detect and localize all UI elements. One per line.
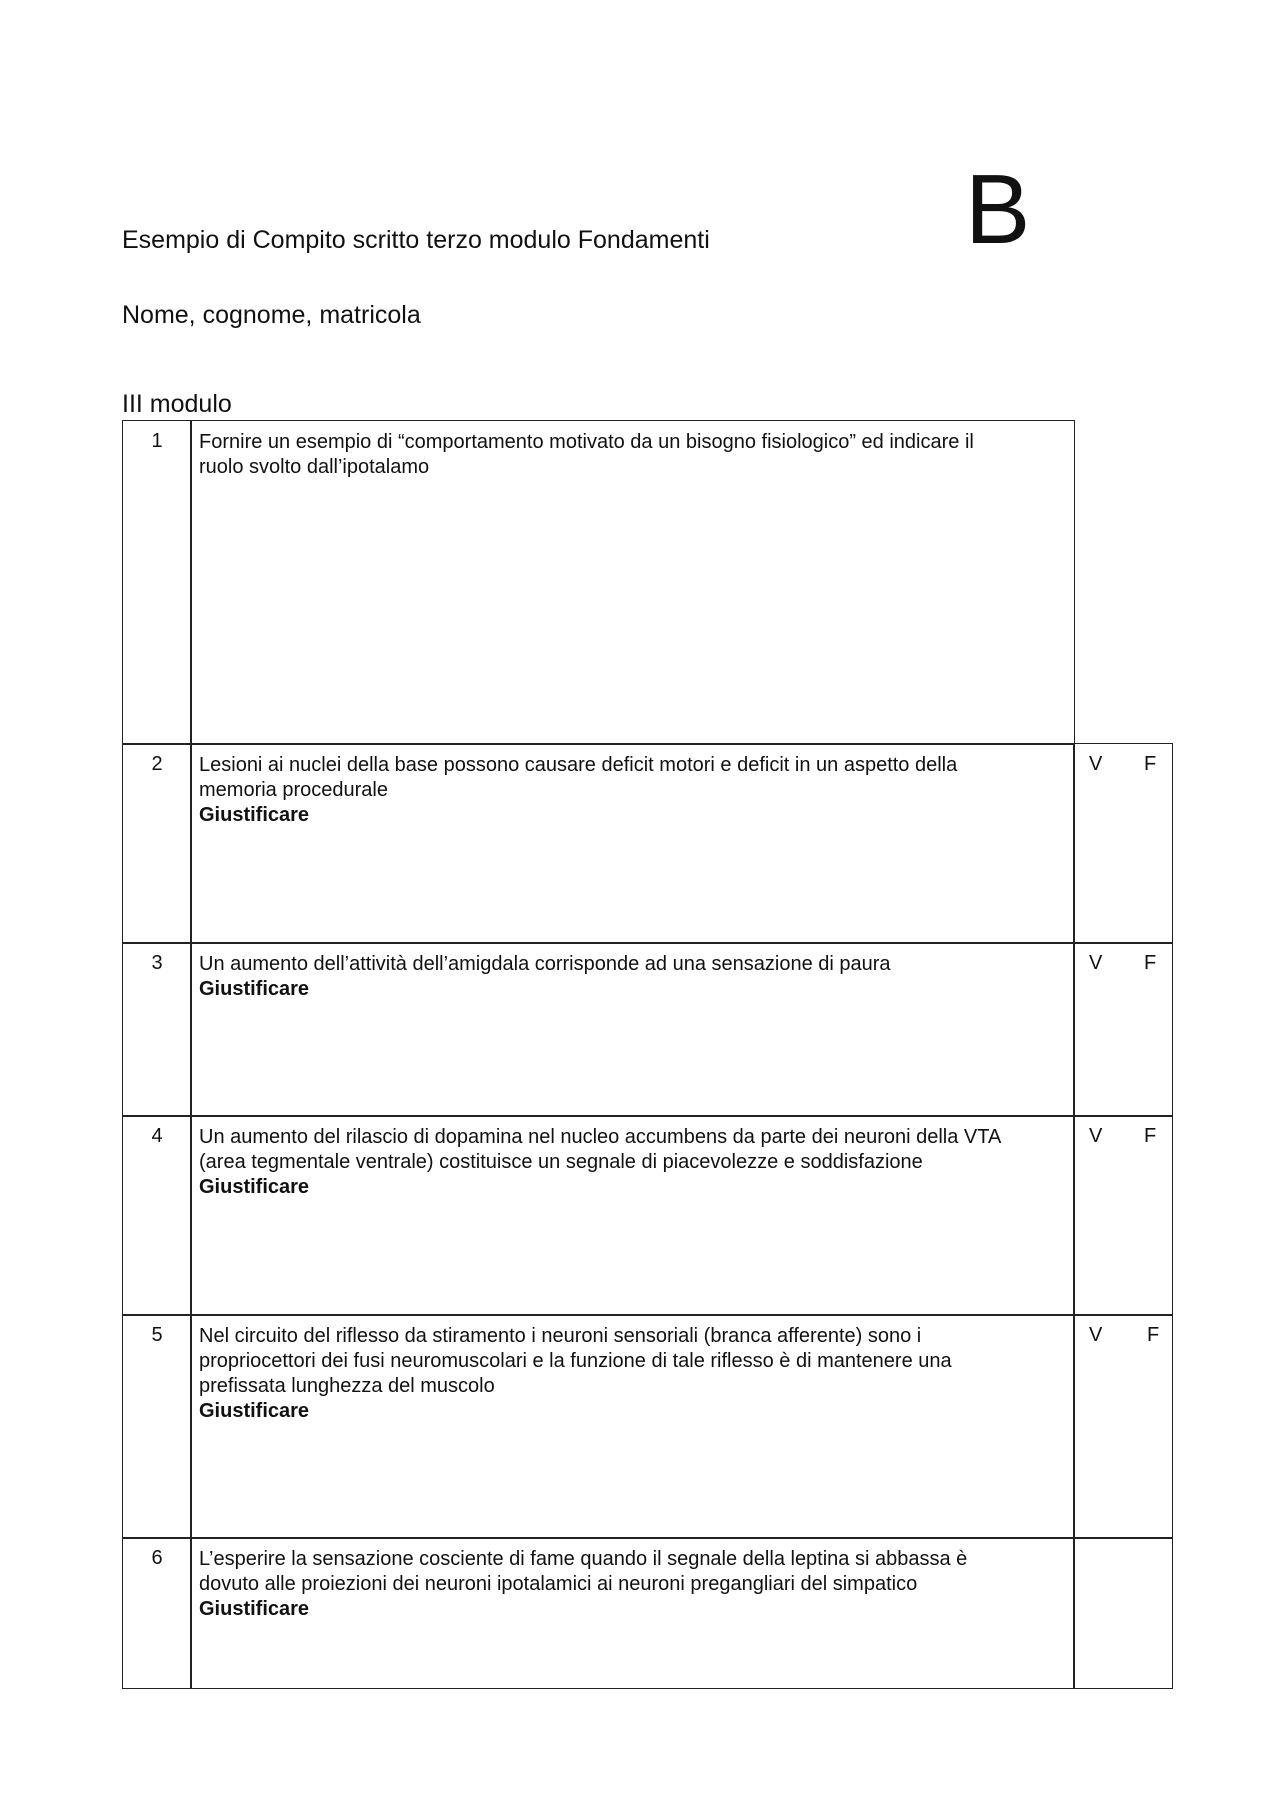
answer-side-cell-6	[1073, 1537, 1173, 1689]
question-line: prefissata lunghezza del muscolo	[199, 1375, 495, 1397]
question-text-6	[190, 1537, 1075, 1689]
question-line: Lesioni ai nuclei della base possono causare deficit motori e deficit in un aspetto della	[199, 754, 958, 776]
question-number-4: 4	[122, 1115, 192, 1316]
question-number-3: 3	[122, 942, 192, 1117]
false-option[interactable]: F	[1144, 952, 1157, 974]
question-line: Nel circuito del riflesso da stiramento i neuroni sensoriali (branca afferente) sono i	[199, 1325, 922, 1347]
true-false-cell-2	[1073, 743, 1173, 944]
true-false-cell-5	[1073, 1314, 1173, 1539]
question-number-6: 6	[122, 1537, 192, 1689]
true-false-cell-4	[1073, 1115, 1173, 1316]
justify-label: Giustificare	[199, 1598, 310, 1620]
question-text-1	[190, 420, 1075, 745]
exam-variant-letter: B	[965, 154, 1031, 264]
false-option[interactable]: F	[1147, 1324, 1160, 1346]
question-number-1: 1	[122, 420, 192, 745]
question-line: (area tegmentale ventrale) costituisce un segnale di piacevolezze e soddisfazione	[199, 1151, 923, 1173]
justify-label: Giustificare	[199, 1400, 310, 1422]
question-line: propriocettori dei fusi neuromuscolari e la funzione di tale riflesso è di mantenere una	[199, 1350, 952, 1372]
question-line: L’esperire la sensazione cosciente di fame quando il segnale della leptina si abbassa è	[199, 1548, 968, 1570]
student-info-line: Nome, cognome, matricola	[122, 301, 421, 329]
question-text-3	[190, 942, 1075, 1117]
document-title: Esempio di Compito scritto terzo modulo Fondamenti	[122, 226, 710, 254]
question-text-2	[190, 743, 1075, 944]
justify-label: Giustificare	[199, 978, 310, 1000]
true-false-cell-3	[1073, 942, 1173, 1117]
question-line: memoria procedurale	[199, 779, 388, 801]
true-option[interactable]: V	[1089, 952, 1103, 974]
true-option[interactable]: V	[1089, 1324, 1103, 1346]
question-number-5: 5	[122, 1314, 192, 1539]
true-option[interactable]: V	[1089, 753, 1103, 775]
justify-label: Giustificare	[199, 804, 310, 826]
true-option[interactable]: V	[1089, 1125, 1103, 1147]
false-option[interactable]: F	[1144, 1125, 1157, 1147]
justify-label: Giustificare	[199, 1176, 310, 1198]
question-number-2: 2	[122, 743, 192, 944]
question-text-5	[190, 1314, 1075, 1539]
false-option[interactable]: F	[1144, 753, 1157, 775]
question-line: ruolo svolto dall’ipotalamo	[199, 456, 430, 478]
question-line: Un aumento del rilascio di dopamina nel nucleo accumbens da parte dei neuroni della VTA	[199, 1126, 1002, 1148]
question-line: Un aumento dell’attività dell’amigdala corrisponde ad una sensazione di paura	[199, 953, 891, 975]
module-heading: III modulo	[122, 390, 232, 418]
question-line: Fornire un esempio di “comportamento motivato da un bisogno fisiologico” ed indicare il	[199, 431, 974, 453]
question-text-4	[190, 1115, 1075, 1316]
question-line: dovuto alle proiezioni dei neuroni ipotalamici ai neuroni pregangliari del simpatico	[199, 1573, 918, 1595]
